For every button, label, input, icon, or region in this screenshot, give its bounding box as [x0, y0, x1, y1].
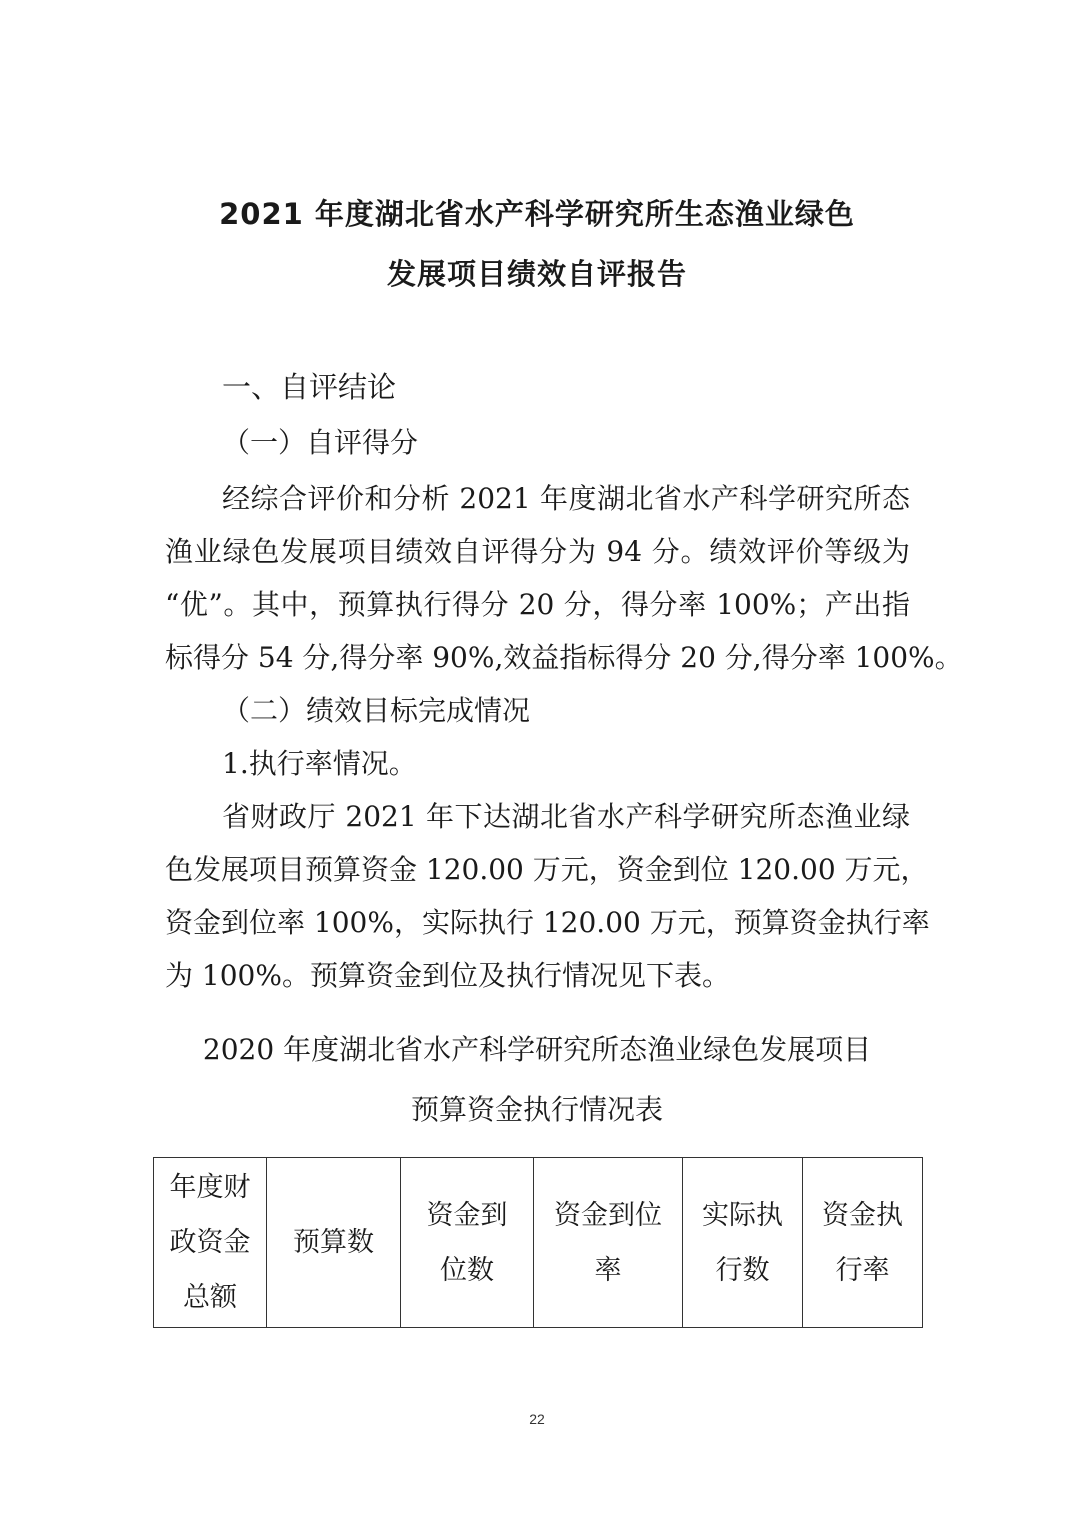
paragraph-line: 标得分 54 分,得分率 90%,效益指标得分 20 分,得分率 100%。	[165, 641, 963, 674]
subsection-heading: （二）绩效目标完成情况	[222, 694, 531, 727]
subsection-heading: （一）自评得分	[222, 426, 419, 459]
paragraph-line: 经综合评价和分析 2021 年度湖北省水产科学研究所态	[222, 482, 910, 515]
document-title-line2: 发展项目绩效自评报告	[386, 257, 687, 291]
paragraph-line: “优”。其中，预算执行得分 20 分，得分率 100%；产出指	[165, 588, 910, 621]
document-title-line1: 2021 年度湖北省水产科学研究所生态渔业绿色	[219, 197, 855, 231]
section-heading: 一、自评结论	[222, 370, 397, 404]
table-header-cell: 资金执 行率	[803, 1158, 923, 1328]
paragraph-line: 省财政厅 2021 年下达湖北省水产科学研究所态渔业绿	[222, 800, 910, 833]
table-header-cell: 资金到 位数	[401, 1158, 534, 1328]
table-header-cell: 实际执 行数	[683, 1158, 803, 1328]
table-caption-line1: 2020 年度湖北省水产科学研究所态渔业绿色发展项目	[202, 1033, 872, 1066]
table-header-row	[154, 1158, 923, 1328]
table-caption-line2: 预算资金执行情况表	[410, 1093, 663, 1126]
table-header-cell: 预算数	[267, 1158, 401, 1328]
paragraph-line: 渔业绿色发展项目绩效自评得分为 94 分。绩效评价等级为	[165, 535, 910, 568]
budget-execution-table	[153, 1157, 923, 1328]
page-number: 22	[529, 1411, 545, 1427]
paragraph-line: 资金到位率 100%，实际执行 120.00 万元，预算资金执行率	[165, 906, 930, 939]
paragraph-line: 为 100%。预算资金到位及执行情况见下表。	[165, 959, 730, 992]
list-item: 1.执行率情况。	[222, 747, 417, 780]
table-header-cell: 资金到位 率	[534, 1158, 683, 1328]
table-header-cell: 年度财 政资金 总额	[154, 1158, 267, 1328]
paragraph-line: 色发展项目预算资金 120.00 万元，资金到位 120.00 万元，	[165, 853, 929, 886]
